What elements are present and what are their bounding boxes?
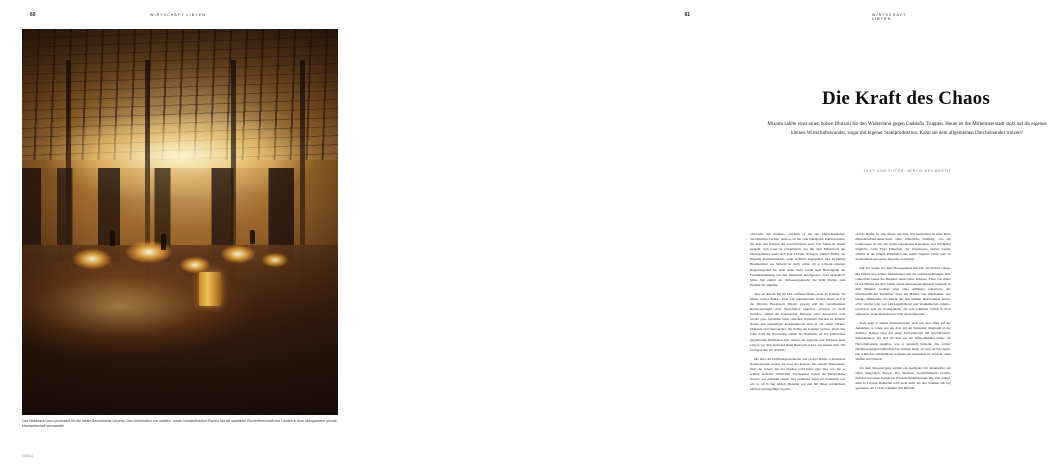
article-body <box>750 232 1056 422</box>
photo-worker-silhouette <box>250 230 255 244</box>
photo-worker-silhouette <box>161 234 166 250</box>
page-title: Die Kraft des Chaos <box>822 88 990 109</box>
body-column-3 <box>961 232 1056 422</box>
body-paragraph: «Vorsicht, nur Drohne», erschallt es aus der Menschenmenge. Verschiedene Lachen, denn es ist nur eine handgroße Kameradrohne, die über den Köpfen der Geschäftsleute surrt. Der Mann ist darauf bedacht, sein Land zu präsentieren, das mit dem Mitentwurf des Messegeländes kaum sich kein Lichtele abringen. Ahmed Maläq, der libysche Premierminister, wirkt sichtlich angespannt. Der 45-jährige Hotelbesitzer aus Misrata ist nicht sicher, ob er Libyens einziger Regierungschef ist, denn seine Wahl wurde nach Beendigung der Parlamentssitzung von den Islamisten durchgesetzt. Und tatsächlich: Mitte Juni erklärt das Verfassungsgericht die Wahl Maläqs zum Premier für ungültig. <box>750 232 846 287</box>
body-paragraph: Auf der Straße vor dem Messegelände herrscht die öbliche Chaos. Bei Polizei und Armee funktionieren nur die Lohnabrechnungen. Ihre Uniformen lassen die Beamten meist lieber zuhause. Einer von ihnen ist Ali Hamed aus Abu Salim, einem heruntergekommenen Stadtteil, in dem Muamar Gaddafi einst viele Anhänger rekrutierte. Als nebenberuflicher Taxifahrer muss Ali Hamed nun mitansehen, wie bürtige Milizionäre die Macht auf den Straßen übernommen haben. «Wir werden jetzt von Lastwagenfahrern und Straßenherren regiert», beschwert sich der Grenzpolizist, der sein schmales Gehalt in Zivil aufbessert. Seine Dienstpistole liegt im Kofferraum. <box>855 266 951 317</box>
imprint-note: 04/2011 <box>22 454 34 458</box>
body-paragraph: Aber an diesem Tag im Mai eröffnete Maläq, noch als Premier, die Messe «Libya Build». Über 120 internationale Firmen haben sich in die libysche Hauptstadt Tripolis gewagt und die verschiedenen Reisewarnungen ihrer Botschaften ignoriert. «Libyen ist nicht bomals», erklärt ein Italienischer Manager seine Zuversicht, bald wieder gute Geschäfte beim stölichen Nachbarn machen zu können. Neben den ehemaligen Kolonialherren sind es vor allem Türken, Maltesen und Österreicher, die richtig um Kunden werben. Doch drei Jahre nach der Revolution stehen die Bauleitste an den zahlreichen gigantischen Rohbauten still. Anders als Ägypten und Tunesien hatte Libyen vor dem Aufstand einen Baaboom erlebt, aus meiner über 300 Großprojekte vor sich hin. <box>750 291 846 352</box>
photo-worker-silhouette <box>110 230 115 246</box>
body-column-1 <box>750 232 845 422</box>
running-head-left: WIRTSCHAFT LIBYEN <box>150 13 206 17</box>
folio-left: 60 <box>30 12 36 18</box>
photo-glowing-drum <box>199 272 221 306</box>
body-paragraph: «Libya Build» ist eine Messe mit über 700 Ausstellern in einer Drei-Millionen-Einwohner-Stadt ohne öffentliche Ordnung. «So ein Großprojekt ist nur mit guten informellen Kontakten und Erfahrung möglich», lacht Firas Elmerfadi, der Organisator. Immer wieder schaltet er die jungen Mitarbeiter ein, kaum begehrte Türen oder zu Stolpertellen geworden Teppiche zu hichten. <box>855 232 951 262</box>
photo-molten-glow <box>180 257 210 273</box>
byline: TEXT UND FOTOS: MIRCO KEILBERTH <box>863 169 951 173</box>
photo-molten-glow <box>73 249 111 269</box>
body-paragraph: Stolz zeigt er seinen Polizeiausweis. «Ich war drei Jahre auf der Akademie, so lange wie der Arzt auf der Kreuzung insgesamt in der Schule.» Hamed zeigt auf einen Uniformierten mit geschäfstierter Kalaschnikow, der sich im Stau auf der Omar-Mukhtar-Straße «in Herrschaftsstück ausgibt», wie er spöttisch bemerkt. Die wilden Handbewegungen behindern den Verkehr mehr, als dass sie ihn regeln. Die schmalste umständliche Gebäude der Autofahrer ist Vorsicht, denn Waffen sind überall. <box>855 321 951 361</box>
body-paragraph: Die über der Eröffnungszeremonie von «Libya Build» schwebende Kameradrohne steuert ein Gast aus Kawasa mit seinem Smartphone. Dass der Scherz mit der Drohne wohl keine gute Idee war, hat er schnell bemerkt. Zahlreiche Explosionen haben die Hauptstädter Nerven seit achtzehn lassen. Der politische Streit im Parlament war wie so oft in den letzten Monaten von und mit ihnen verbündeten Milizen weitergeführt worden. <box>750 356 846 392</box>
photo-caption: Das Stahlwerk Lisco produziert für die lokale Bauindustrie Libyens. Das Unterhalten von städten- sowie Industriebauten Planen hat die staatliche Pionierherrschaft des Landes in eine überganzene private Marktwirtschaft verwandelt. <box>22 419 337 429</box>
standfirst: Misrata zahlte einst einen hohen Blutzoll für den Widerstand gegen Gaddafis Truppen. Heute ist die Mittelmeerstadt stolz auf ihr eigenes kleines Wirtschaftswunder, sogar mit eigener Stahlproduktion. Kann sie dem allgemeinen Durcheinander trotzen? <box>767 121 1047 136</box>
body-paragraph: Vor dem Messeeingang springt ein Ausländer mit Aktenkoffer auf einen klapprigen Toyota. Der Malteser Geschäftsmann Claudio Pezzano hat einen Termin im Wirtschaftsministerium. Die Zeit drängt, denn in Libyens Behörden wird nicht mehr als drei Stunden am Tag gearbeitet. Ab 13 Uhr schießen sich Blechla- <box>855 365 951 391</box>
steel-mill-interior-photo <box>22 29 338 415</box>
photo-figure <box>22 29 338 415</box>
right-page <box>360 0 1047 464</box>
photo-floor <box>22 245 338 415</box>
photo-molten-glow <box>262 253 288 267</box>
left-page <box>0 0 360 464</box>
body-column-2 <box>855 232 950 422</box>
running-head-right: WIRTSCHAFT LIBYEN <box>872 13 907 21</box>
folio-right: 61 <box>684 12 690 18</box>
